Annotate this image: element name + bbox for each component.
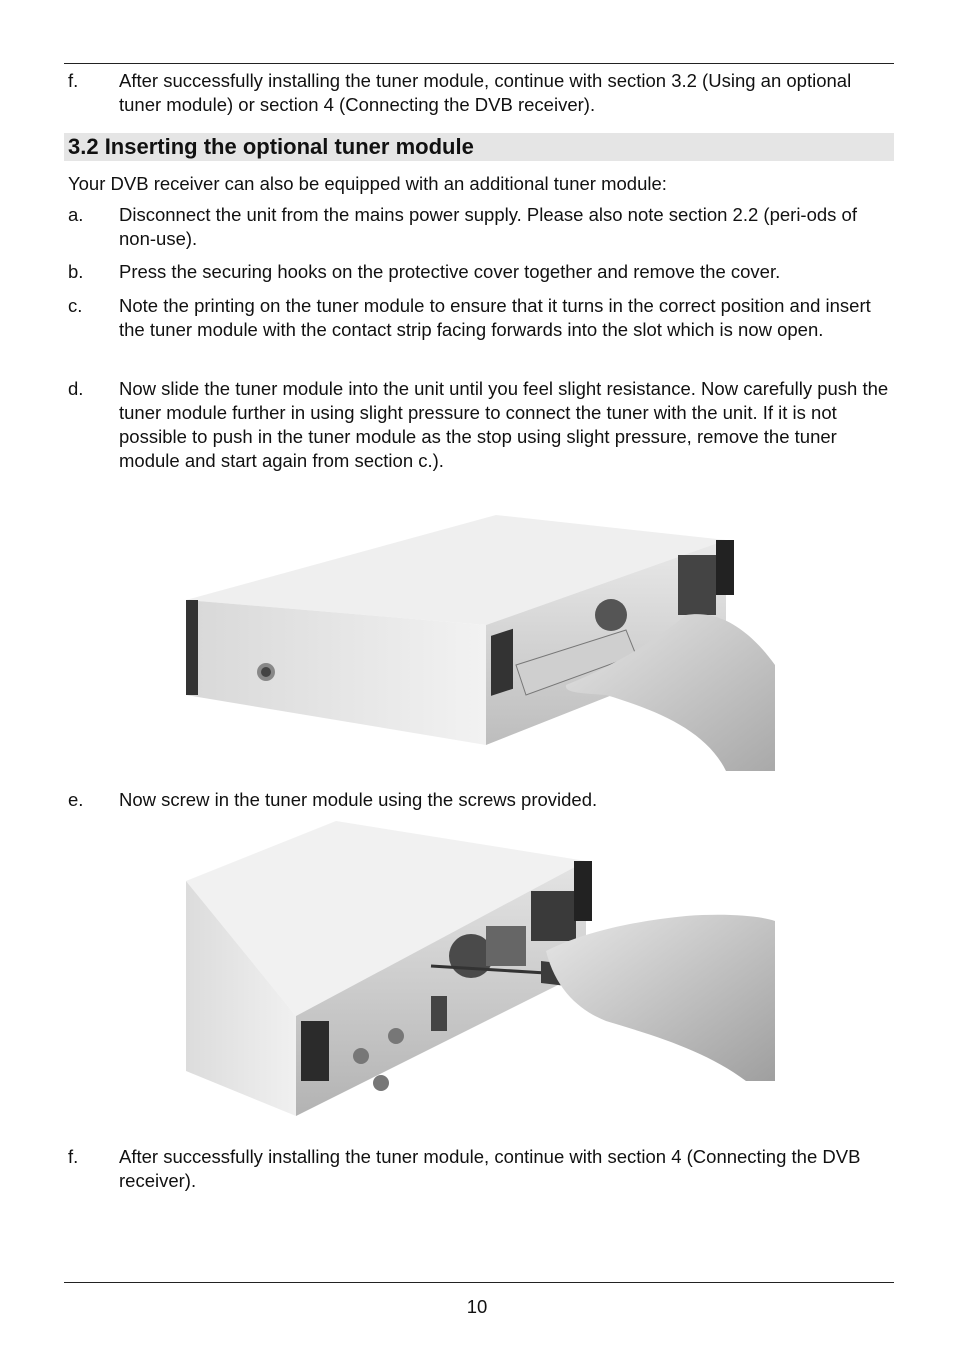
item-label: d. — [68, 378, 84, 399]
item-text: Now screw in the tuner module using the screws provided. — [119, 789, 598, 810]
item-text: After successfully installing the tuner module, continue with section 4 (Connecting the DVB receiver). — [119, 1146, 861, 1191]
item-label: b. — [68, 261, 84, 282]
item-text: Press the securing hooks on the protective cover together and remove the cover. — [119, 261, 781, 282]
list-item-d — [68, 377, 894, 473]
item-text: After successfully installing the tuner module, continue with section 3.2 (Using an optional tuner module) or section 4 (Connecting the DVB receiver). — [119, 70, 852, 115]
item-label: c. — [68, 295, 83, 316]
list-item-c — [68, 294, 894, 342]
list-item-top-f — [68, 69, 894, 117]
list-item-b — [68, 260, 894, 284]
item-text: Now slide the tuner module into the unit until you feel slight resistance. Now carefully push the tuner module further in using slight pressure to connect the tuner with the unit. If it is not possible to push in the tuner module as the stop using slight pressure, remove the tuner module and start again from section c.). — [119, 378, 889, 471]
receiver-insert-illustration — [186, 515, 775, 771]
section-heading — [64, 133, 894, 161]
intro-paragraph: Your DVB receiver can also be equipped with an additional tuner module: — [68, 173, 667, 194]
page-number: 10 — [466, 1296, 488, 1317]
list-item-a — [68, 203, 894, 251]
item-label: a. — [68, 204, 84, 225]
item-label: f. — [68, 70, 79, 91]
list-item-e — [68, 788, 894, 812]
item-label: f. — [68, 1146, 79, 1167]
top-rule — [64, 63, 894, 64]
item-label: e. — [68, 789, 84, 810]
section-title: 3.2 Inserting the optional tuner module — [68, 134, 474, 159]
bottom-rule — [64, 1282, 894, 1283]
tuner-insertion-photo — [186, 515, 775, 771]
item-text: Disconnect the unit from the mains power supply. Please also note section 2.2 (peri-ods of non-use). — [119, 204, 857, 249]
list-item-f — [68, 1145, 894, 1193]
receiver-screw-illustration — [186, 821, 775, 1130]
item-text: Note the printing on the tuner module to ensure that it turns in the correct position and insert the tuner module with the contact strip facing forwards into the slot which is now open. — [119, 295, 871, 340]
tuner-screwing-photo — [186, 821, 775, 1130]
